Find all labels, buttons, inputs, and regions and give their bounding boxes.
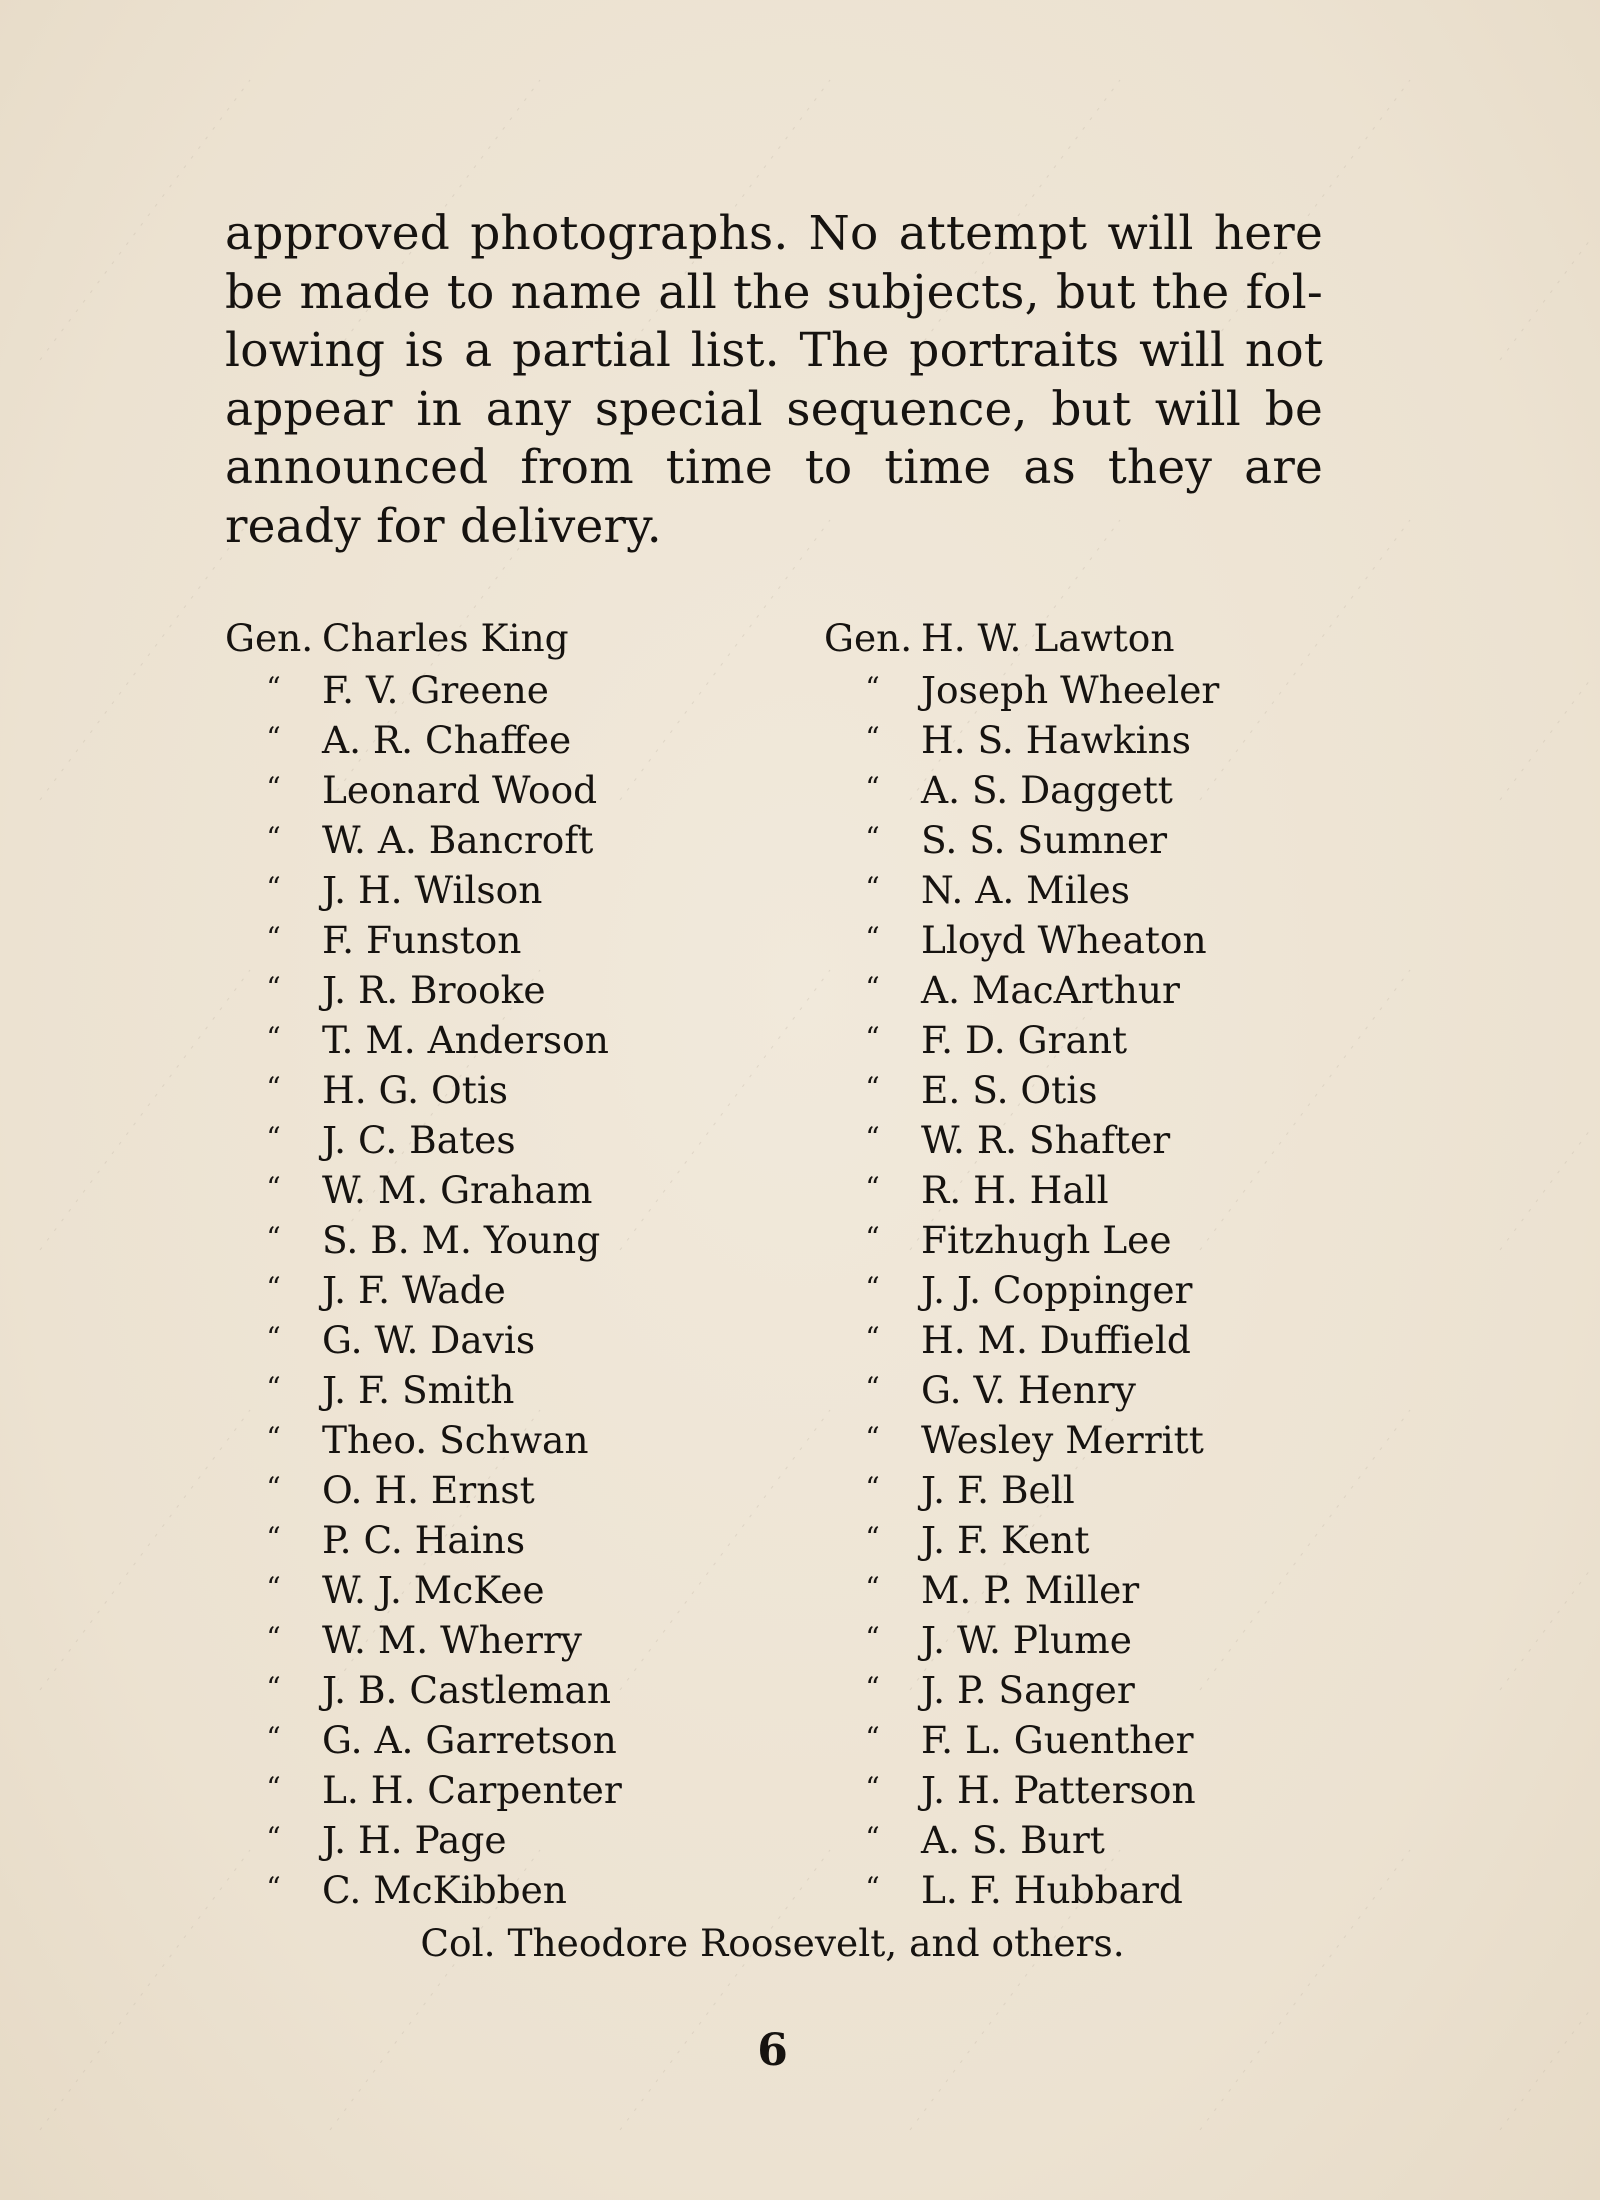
ditto-mark: “ xyxy=(266,1271,281,1304)
name-label: S. B. M. Young xyxy=(322,1218,601,1262)
list-item xyxy=(225,1263,622,1313)
rank-title: Gen. xyxy=(225,616,314,660)
ditto-mark: “ xyxy=(266,1721,281,1754)
name-label: T. M. Anderson xyxy=(322,1018,609,1062)
ditto-mark: “ xyxy=(865,1371,880,1404)
name-label: J. R. Brooke xyxy=(322,968,546,1012)
list-item xyxy=(824,913,1219,963)
name-label: Theo. Schwan xyxy=(322,1418,589,1462)
list-item xyxy=(824,1613,1219,1663)
list-item xyxy=(824,613,1219,663)
ditto-mark: “ xyxy=(266,1471,281,1504)
name-label: H. S. Hawkins xyxy=(921,718,1192,762)
ditto-mark: “ xyxy=(266,871,281,904)
ditto-mark: “ xyxy=(266,921,281,954)
name-label: J. C. Bates xyxy=(322,1118,516,1162)
list-item xyxy=(225,713,622,763)
name-label: F. D. Grant xyxy=(921,1018,1128,1062)
name-label: J. F. Bell xyxy=(921,1468,1075,1512)
ditto-mark: “ xyxy=(865,1021,880,1054)
name-label: S. S. Sumner xyxy=(921,818,1168,862)
ditto-mark: “ xyxy=(266,1521,281,1554)
list-item xyxy=(824,1213,1219,1263)
name-label: Wesley Merritt xyxy=(921,1418,1204,1462)
list-item xyxy=(824,1413,1219,1463)
list-item xyxy=(225,1563,622,1613)
name-label: A. S. Burt xyxy=(921,1818,1105,1862)
ditto-mark: “ xyxy=(865,721,880,754)
name-label: J. W. Plume xyxy=(921,1618,1132,1662)
name-label: G. V. Henry xyxy=(921,1368,1136,1412)
ditto-mark: “ xyxy=(865,1871,880,1904)
name-label: J. H. Page xyxy=(322,1818,507,1862)
ditto-mark: “ xyxy=(266,1021,281,1054)
ditto-mark: “ xyxy=(865,1071,880,1104)
name-label: L. F. Hubbard xyxy=(921,1868,1183,1912)
ditto-mark: “ xyxy=(865,1771,880,1804)
name-label: E. S. Otis xyxy=(921,1068,1098,1112)
ditto-mark: “ xyxy=(266,771,281,804)
ditto-mark: “ xyxy=(266,821,281,854)
list-item xyxy=(824,1863,1219,1913)
name-label: L. H. Carpenter xyxy=(322,1768,622,1812)
name-label: W. M. Graham xyxy=(322,1168,593,1212)
name-label: Charles King xyxy=(322,616,569,660)
ditto-mark: “ xyxy=(865,1821,880,1854)
list-item xyxy=(225,813,622,863)
name-label: Joseph Wheeler xyxy=(921,668,1220,712)
ditto-mark: “ xyxy=(266,1821,281,1854)
ditto-mark: “ xyxy=(266,971,281,1004)
ditto-mark: “ xyxy=(266,1371,281,1404)
list-item xyxy=(225,1413,622,1463)
list-item xyxy=(225,1063,622,1113)
list-item xyxy=(225,1813,622,1863)
name-label: P. C. Hains xyxy=(322,1518,526,1562)
list-item xyxy=(824,1063,1219,1113)
name-label: Leonard Wood xyxy=(322,768,598,812)
list-item xyxy=(225,1613,622,1663)
list-item xyxy=(225,1513,622,1563)
list-item xyxy=(824,713,1219,763)
ditto-mark: “ xyxy=(266,1621,281,1654)
ditto-mark: “ xyxy=(266,1221,281,1254)
list-item xyxy=(225,1313,622,1363)
name-label: A. S. Daggett xyxy=(921,768,1173,812)
name-label: F. L. Guenther xyxy=(921,1718,1194,1762)
list-item xyxy=(824,1013,1219,1063)
name-label: G. W. Davis xyxy=(322,1318,536,1362)
ditto-mark: “ xyxy=(266,1121,281,1154)
list-item xyxy=(225,1463,622,1513)
name-label: A. MacArthur xyxy=(921,968,1180,1012)
ditto-mark: “ xyxy=(266,1571,281,1604)
ditto-mark: “ xyxy=(865,1721,880,1754)
list-item xyxy=(225,1013,622,1063)
list-item xyxy=(824,1813,1219,1863)
list-item xyxy=(225,1763,622,1813)
list-item xyxy=(225,863,622,913)
ditto-mark: “ xyxy=(266,1671,281,1704)
ditto-mark: “ xyxy=(865,1171,880,1204)
ditto-mark: “ xyxy=(266,1421,281,1454)
list-item xyxy=(824,1663,1219,1713)
ditto-mark: “ xyxy=(266,1071,281,1104)
list-item xyxy=(225,663,622,713)
name-label: J. P. Sanger xyxy=(921,1668,1135,1712)
page-number: 6 xyxy=(757,2025,788,2076)
closing-line: Col. Theodore Roosevelt, and others. xyxy=(420,1921,1125,1965)
ditto-mark: “ xyxy=(266,1771,281,1804)
ditto-mark: “ xyxy=(865,771,880,804)
ditto-mark: “ xyxy=(266,721,281,754)
list-item xyxy=(824,1563,1219,1613)
name-label: M. P. Miller xyxy=(921,1568,1140,1612)
name-label: H. G. Otis xyxy=(322,1068,509,1112)
list-item xyxy=(225,1713,622,1763)
ditto-mark: “ xyxy=(865,671,880,704)
list-item xyxy=(225,613,622,663)
list-item xyxy=(225,1363,622,1413)
list-item xyxy=(225,1113,622,1163)
name-label: H. W. Lawton xyxy=(921,616,1175,660)
name-label: F. Funston xyxy=(322,918,522,962)
name-label: W. A. Bancroft xyxy=(322,818,594,862)
ditto-mark: “ xyxy=(266,671,281,704)
name-label: F. V. Greene xyxy=(322,668,549,712)
ditto-mark: “ xyxy=(266,1171,281,1204)
list-item xyxy=(225,763,622,813)
name-label: A. R. Chaffee xyxy=(322,718,572,762)
ditto-mark: “ xyxy=(865,1621,880,1654)
list-item xyxy=(824,1263,1219,1313)
list-item xyxy=(824,663,1219,713)
name-label: J. J. Coppinger xyxy=(921,1268,1193,1312)
list-item xyxy=(824,1313,1219,1363)
name-label: H. M. Duffield xyxy=(921,1318,1191,1362)
list-item xyxy=(225,913,622,963)
list-item xyxy=(824,1113,1219,1163)
list-item xyxy=(824,813,1219,863)
name-label: J. F. Wade xyxy=(322,1268,506,1312)
list-item xyxy=(824,1163,1219,1213)
body-paragraph: approved photographs. No attempt will here be made to name all the subjects, but the fol-lowing is a partial list. The portraits will not appear in any special sequence, but will be announced from time to time as they are ready for delivery. xyxy=(225,206,1323,554)
ditto-mark: “ xyxy=(865,1521,880,1554)
list-item xyxy=(824,1513,1219,1563)
list-item xyxy=(824,1763,1219,1813)
list-item xyxy=(225,1663,622,1713)
name-label: Lloyd Wheaton xyxy=(921,918,1207,962)
right-name-list xyxy=(824,613,1219,1913)
ditto-mark: “ xyxy=(865,871,880,904)
name-label: O. H. Ernst xyxy=(322,1468,535,1512)
name-label: J. F. Smith xyxy=(322,1368,515,1412)
name-label: Fitzhugh Lee xyxy=(921,1218,1172,1262)
list-item xyxy=(225,1863,622,1913)
ditto-mark: “ xyxy=(266,1871,281,1904)
ditto-mark: “ xyxy=(865,1671,880,1704)
ditto-mark: “ xyxy=(865,1321,880,1354)
ditto-mark: “ xyxy=(865,1571,880,1604)
name-label: R. H. Hall xyxy=(921,1168,1109,1212)
list-item xyxy=(225,1213,622,1263)
list-item xyxy=(824,1363,1219,1413)
ditto-mark: “ xyxy=(865,1221,880,1254)
list-item xyxy=(824,1713,1219,1763)
ditto-mark: “ xyxy=(865,1421,880,1454)
ditto-mark: “ xyxy=(865,971,880,1004)
ditto-mark: “ xyxy=(266,1321,281,1354)
list-item xyxy=(225,1163,622,1213)
ditto-mark: “ xyxy=(865,1471,880,1504)
ditto-mark: “ xyxy=(865,921,880,954)
list-item xyxy=(824,1463,1219,1513)
ditto-mark: “ xyxy=(865,821,880,854)
name-label: C. McKibben xyxy=(322,1868,567,1912)
ditto-mark: “ xyxy=(865,1271,880,1304)
name-label: N. A. Miles xyxy=(921,868,1130,912)
name-label: W. M. Wherry xyxy=(322,1618,582,1662)
name-label: W. R. Shafter xyxy=(921,1118,1171,1162)
list-item xyxy=(225,963,622,1013)
name-label: J. F. Kent xyxy=(921,1518,1090,1562)
list-item xyxy=(824,863,1219,913)
name-label: G. A. Garretson xyxy=(322,1718,617,1762)
left-name-list xyxy=(225,613,622,1913)
name-label: J. B. Castleman xyxy=(322,1668,611,1712)
name-label: J. H. Wilson xyxy=(322,868,543,912)
list-item xyxy=(824,963,1219,1013)
name-label: J. H. Patterson xyxy=(921,1768,1196,1812)
list-item xyxy=(824,763,1219,813)
ditto-mark: “ xyxy=(865,1121,880,1154)
name-label: W. J. McKee xyxy=(322,1568,545,1612)
rank-title: Gen. xyxy=(824,616,913,660)
